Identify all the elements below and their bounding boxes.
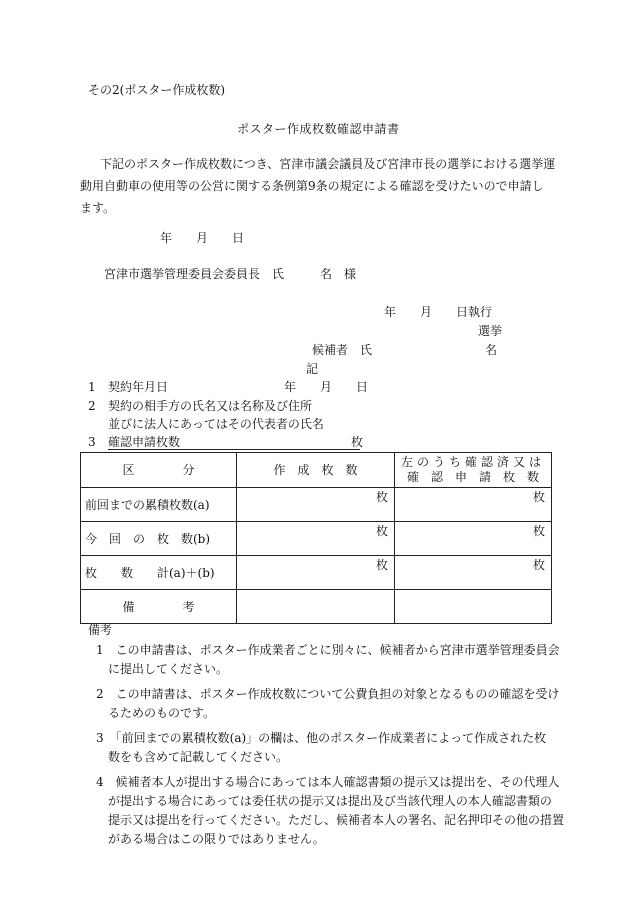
unit-label: 枚	[532, 524, 545, 538]
remarks-cell	[395, 590, 552, 624]
confirmed-count-cell	[395, 488, 552, 522]
confirmed-count-cell	[395, 556, 552, 590]
contract-date: 年 月 日	[284, 380, 369, 394]
election-label: 選挙	[478, 324, 503, 338]
unit-label: 枚	[375, 524, 388, 538]
candidate-name-label: 名	[485, 343, 498, 357]
document-title: ポスター作成枚数確認申請書	[237, 122, 400, 136]
ki-label: 記	[306, 362, 319, 376]
table-header-row	[81, 453, 552, 488]
poster-count-table	[80, 452, 552, 624]
item-number: 1	[88, 380, 96, 394]
table-row	[81, 590, 552, 624]
created-count-cell	[237, 522, 395, 556]
contract-date-label: 契約年月日	[108, 380, 169, 394]
intro-paragraph	[80, 153, 556, 219]
candidate-label: 候補者 氏	[312, 343, 373, 357]
unit-label: 枚	[532, 490, 545, 504]
row-label: 備 考	[81, 590, 237, 624]
contract-party-label: 契約の相手方の氏名又は名称及び住所	[108, 399, 313, 413]
application-date: 年 月 日	[160, 231, 245, 245]
application-count-unit: 枚	[351, 435, 364, 449]
row-label: 今 回 の 枚 数(b)	[81, 522, 237, 556]
table-row	[81, 488, 552, 522]
row-label: 前回までの累積枚数(a)	[81, 488, 237, 522]
unit-label: 枚	[375, 558, 388, 572]
table-row	[81, 556, 552, 590]
item-number: 3	[88, 435, 96, 449]
unit-label: 枚	[375, 490, 388, 504]
remarks-cell	[237, 590, 395, 624]
header-created-count: 作 成 枚 数	[237, 453, 395, 488]
note-item: 2 この申請書は、ポスター作成枚数について公費負担の対象となるものの確認を受け るためのものです。	[96, 687, 560, 720]
note-item: 3 「前回までの累積枚数(a)」の欄は、他のポスター作成業者によって作成された枚 数をも含めて記載してください。	[96, 731, 547, 764]
intro-line: 動用自動車の使用等の公営に関する条例第9条の規定による確認を受けたいので申請し	[80, 179, 544, 193]
header-confirmed-count: 左のうち確認済又は 確 認 申 請 枚 数	[395, 453, 552, 488]
created-count-cell	[237, 556, 395, 590]
item-number: 2	[88, 399, 96, 413]
application-count-label: 確認申請枚数	[108, 435, 181, 449]
confirmed-count-cell	[395, 522, 552, 556]
form-section-label: その2(ポスター作成枚数)	[88, 83, 225, 97]
intro-line: 下記のポスター作成枚数につき、宮津市議会議員及び宮津市長の選挙における選挙運	[100, 157, 556, 171]
row-label: 枚 数 計(a)＋(b)	[81, 556, 237, 590]
election-date: 年 月 日執行	[384, 305, 493, 319]
application-count-underline	[108, 449, 360, 450]
created-count-cell	[237, 488, 395, 522]
header-category: 区 分	[81, 453, 237, 488]
table-row	[81, 522, 552, 556]
addressee: 宮津市選挙管理委員会委員長 氏 名 様	[104, 267, 357, 281]
intro-line: ます。	[80, 201, 116, 215]
note-item: 4 候補者本人が提出する場合にあっては本人確認書類の提示又は提出を、その代理人 が提出する場合にあっては委任状の提示又は提出及び当該代理人の本人確認書類の 提示又は提出を行ってください。ただし、候補者本人の署名、記名押印その他の措置 がある場合はこの限りではありません。	[96, 775, 565, 846]
notes-list	[96, 641, 565, 855]
unit-label: 枚	[532, 558, 545, 572]
notes-heading: 備考	[88, 623, 113, 637]
contract-party-label: 並びに法人にあってはその代表者の氏名	[108, 417, 324, 431]
note-item: 1 この申請書は、ポスター作成業者ごとに別々に、候補者から宮津市選挙管理委員会 に提出してください。	[96, 643, 560, 676]
